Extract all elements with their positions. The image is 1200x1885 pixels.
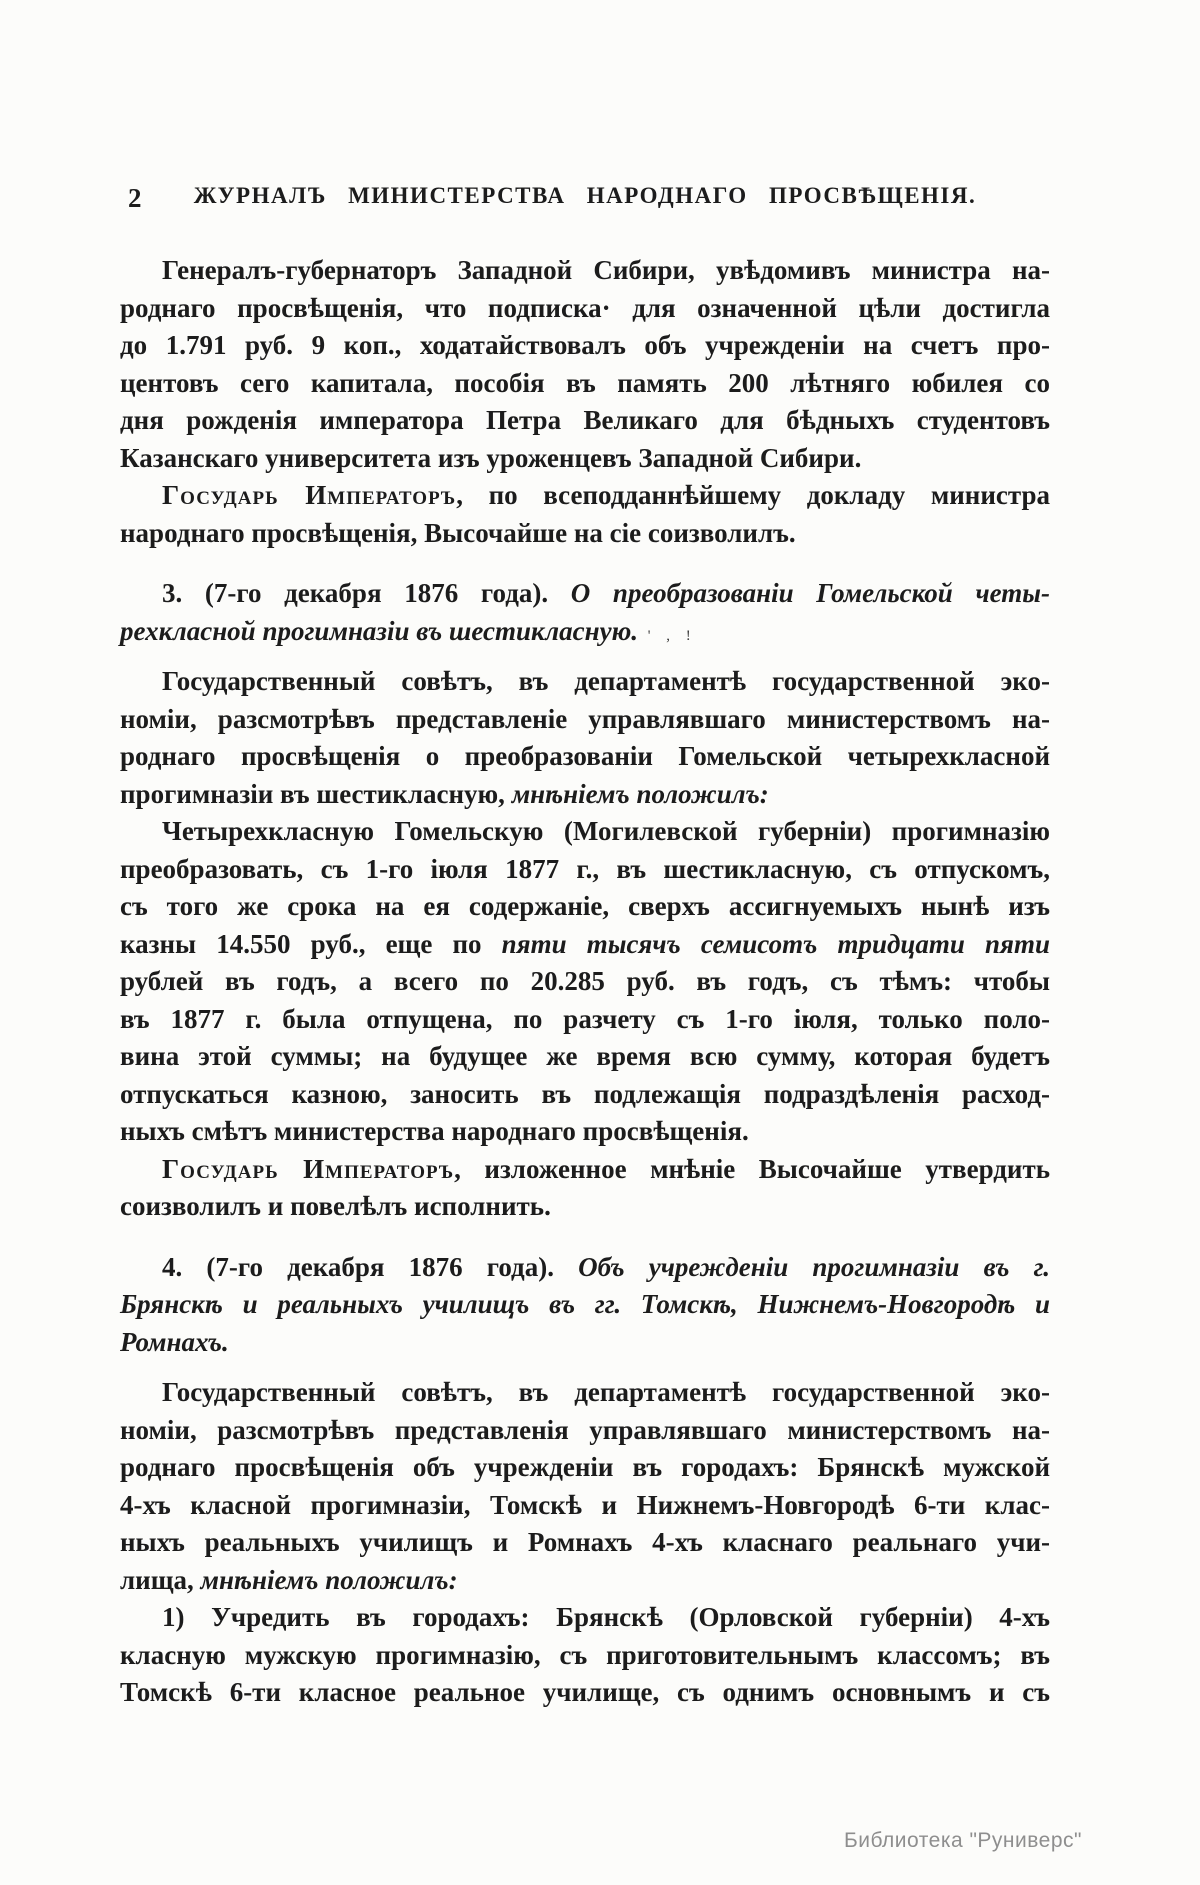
text-segment-plain: народнаго просвѣщенія, Высочайше на сіе соизволилъ.: [120, 517, 796, 548]
text-line: [120, 1038, 1050, 1076]
text-line: [120, 1151, 1050, 1189]
paragraph: [120, 252, 1050, 477]
text-segment-plain: ныхъ смѣтъ министерства народнаго просвѣщенія.: [120, 1116, 749, 1146]
text-segment-plain: въ 1877 г. была отпущена, по разчету съ 1-го іюля, только поло-: [120, 1003, 1050, 1034]
text-segment-plain: ныхъ реальныхъ училищъ и Ромнахъ 4-хъ класнаго реальнаго учи-: [120, 1527, 1050, 1557]
text-segment-plain: 3. (7-го декабря 1876 года).: [162, 578, 571, 608]
text-segment-plain: рублей въ годъ, а всего по 20.285 руб. въ годъ, съ тѣмъ: чтобы: [120, 966, 1050, 996]
text-segment-italic: Брянскѣ и реальныхъ училищъ въ гг. Томскѣ, Нижнемъ-Новгородѣ и: [120, 1289, 1050, 1319]
text-segment-plain: до 1.791 руб. 9 коп., ходатайствовалъ объ учрежденіи на счетъ про-: [120, 330, 1050, 360]
text-line: [120, 1188, 1050, 1226]
text-line: [120, 1113, 1050, 1151]
text-line: [120, 1412, 1050, 1450]
text-segment-italic: рехкласной прогимназіи въ шестикласную.: [120, 615, 639, 646]
text-line: [120, 402, 1050, 440]
text-segment-plain: Томскѣ 6-ти класное реальное училище, съ однимъ основнымъ и съ: [120, 1677, 1050, 1707]
text-segment-plain: лища,: [120, 1564, 201, 1595]
paragraph: [120, 1151, 1050, 1226]
text-line: [120, 1374, 1050, 1412]
paragraph: [120, 1374, 1050, 1599]
text-segment-plain: роднаго просвѣщенія, что подписка· для означенной цѣли достигла: [120, 292, 1050, 323]
text-segment-plain: отпускаться казною, заносить въ подлежащія подраздѣленія расход-: [120, 1078, 1050, 1109]
text-line: [120, 515, 1050, 553]
text-line: [120, 327, 1050, 365]
section-heading: [120, 1249, 1050, 1362]
text-segment-plain: казны 14.550 руб., еще по: [120, 928, 502, 959]
text-segment-plain: Государственный совѣтъ, въ департаментѣ государственной эко-: [162, 1377, 1050, 1407]
text-line: [120, 575, 1050, 613]
text-line: [120, 851, 1050, 889]
text-line: [120, 1324, 1050, 1362]
text-segment-plain: номіи, разсмотрѣвъ представленія управлявшаго министерствомъ на-: [120, 1414, 1050, 1445]
text-line: [120, 290, 1050, 328]
text-segment-plain: номіи, разсмотрѣвъ представленіе управлявшаго министерствомъ на-: [120, 703, 1050, 734]
page-number: 2: [128, 183, 142, 213]
paragraph: [120, 663, 1050, 813]
text-segment-plain: , изложенное мнѣніе Высочайше утвердить: [454, 1153, 1050, 1184]
text-line: [120, 1249, 1050, 1287]
text-segment-italic: мнѣніемъ положилъ:: [200, 1564, 458, 1595]
text-line: [120, 1449, 1050, 1487]
text-segment-plain: Генералъ-губернаторъ Западной Сибири, увѣдомивъ министра на-: [162, 255, 1050, 285]
paragraph: [120, 477, 1050, 552]
text-segment-plain: съ того же срока на ея содержаніе, сверхъ ассигнуемыхъ нынѣ изъ: [120, 891, 1050, 921]
text-line: [120, 1286, 1050, 1324]
journal-title: ЖУРНАЛЪ МИНИСТЕРСТВА НАРОДНАГО ПРОСВѢЩЕНІЯ.: [193, 183, 977, 208]
text-segment-smallcaps: Государь Императоръ: [162, 1153, 455, 1184]
text-segment-italic: мнѣніемъ положилъ:: [511, 778, 769, 809]
text-line: [120, 1524, 1050, 1562]
text-line: [120, 738, 1050, 776]
section-heading: [120, 575, 1050, 650]
text-segment-plain: соизволилъ и повелѣлъ исполнить.: [120, 1191, 551, 1221]
paragraph: [120, 813, 1050, 1151]
text-segment-plain: Казанскаго университета изъ уроженцевъ Западной Сибири.: [120, 442, 862, 473]
text-line: [120, 1487, 1050, 1525]
text-segment-italic: Ромнахъ.: [120, 1326, 229, 1357]
text-segment-plain: Государственный совѣтъ, въ департаментѣ государственной эко-: [162, 666, 1050, 696]
text-line: [120, 1674, 1050, 1712]
text-segment-plain: , по всеподданнѣйшему докладу министра: [456, 480, 1050, 510]
text-segment-plain: 4. (7-го декабря 1876 года).: [162, 1251, 579, 1282]
text-line: [120, 776, 1050, 814]
text-line: [120, 926, 1050, 964]
text-line: [120, 440, 1050, 478]
text-segment-italic: Объ учрежденіи прогимназіи въ г.: [578, 1251, 1050, 1282]
text-segment-smallcaps: Государь Императоръ: [162, 480, 457, 510]
text-line: [120, 252, 1050, 290]
text-segment-plain: 4-хъ класной прогимназіи, Томскѣ и Нижнемъ-Новгородѣ 6-ти клас-: [120, 1489, 1050, 1520]
text-segment-italic: пяти тысячъ семисотъ тридцати пяти: [501, 928, 1050, 959]
text-line: [120, 701, 1050, 739]
text-segment-plain: 1) Учредить въ городахъ: Брянскѣ (Орловской губерніи) 4-хъ: [162, 1602, 1050, 1632]
text-segment-plain: роднаго просвѣщенія объ учрежденіи въ городахъ: Брянскѣ мужской: [120, 1452, 1050, 1482]
text-segment-plain: прогимназіи въ шестикласную,: [120, 778, 512, 809]
text-segment-italic: О преобразованіи Гомельской четы-: [570, 578, 1051, 608]
text-segment-plain: дня рожденія императора Петра Великаго для бѣдныхъ студентовъ: [120, 405, 1050, 435]
text-line: [120, 1599, 1050, 1637]
text-line: [120, 1001, 1050, 1039]
text-line: [120, 1637, 1050, 1675]
library-watermark: Библиотека "Руниверс": [843, 1829, 1082, 1852]
text-line: [120, 813, 1050, 851]
text-segment-plain: вина этой суммы; на будущее же время всю сумму, которая будетъ: [120, 1041, 1050, 1071]
text-segment-plain: класную мужскую прогимназію, съ приготовительнымъ классомъ; въ: [120, 1639, 1050, 1670]
text-line: [120, 663, 1050, 701]
text-block: [120, 252, 1050, 1712]
text-line: [120, 477, 1050, 515]
text-segment-plain: центовъ сего капитала, пособія въ память 200 лѣтняго юбилея со: [120, 367, 1050, 398]
text-line: [120, 613, 1050, 651]
page-header: [120, 183, 1050, 217]
text-segment-plain: преобразовать, съ 1-го іюля 1877 г., въ шестикласную, съ отпускомъ,: [120, 853, 1050, 884]
text-line: [120, 963, 1050, 1001]
text-line: [120, 365, 1050, 403]
text-line: [120, 1076, 1050, 1114]
text-segment-marks: ' , !: [638, 627, 697, 644]
text-line: [120, 888, 1050, 926]
text-line: [120, 1562, 1050, 1600]
text-segment-plain: роднаго просвѣщенія о преобразованіи Гомельской четырехкласной: [120, 741, 1050, 771]
text-segment-plain: Четырехкласную Гомельскую (Могилевской губерніи) прогимназію: [162, 816, 1050, 846]
paragraph: [120, 1599, 1050, 1712]
